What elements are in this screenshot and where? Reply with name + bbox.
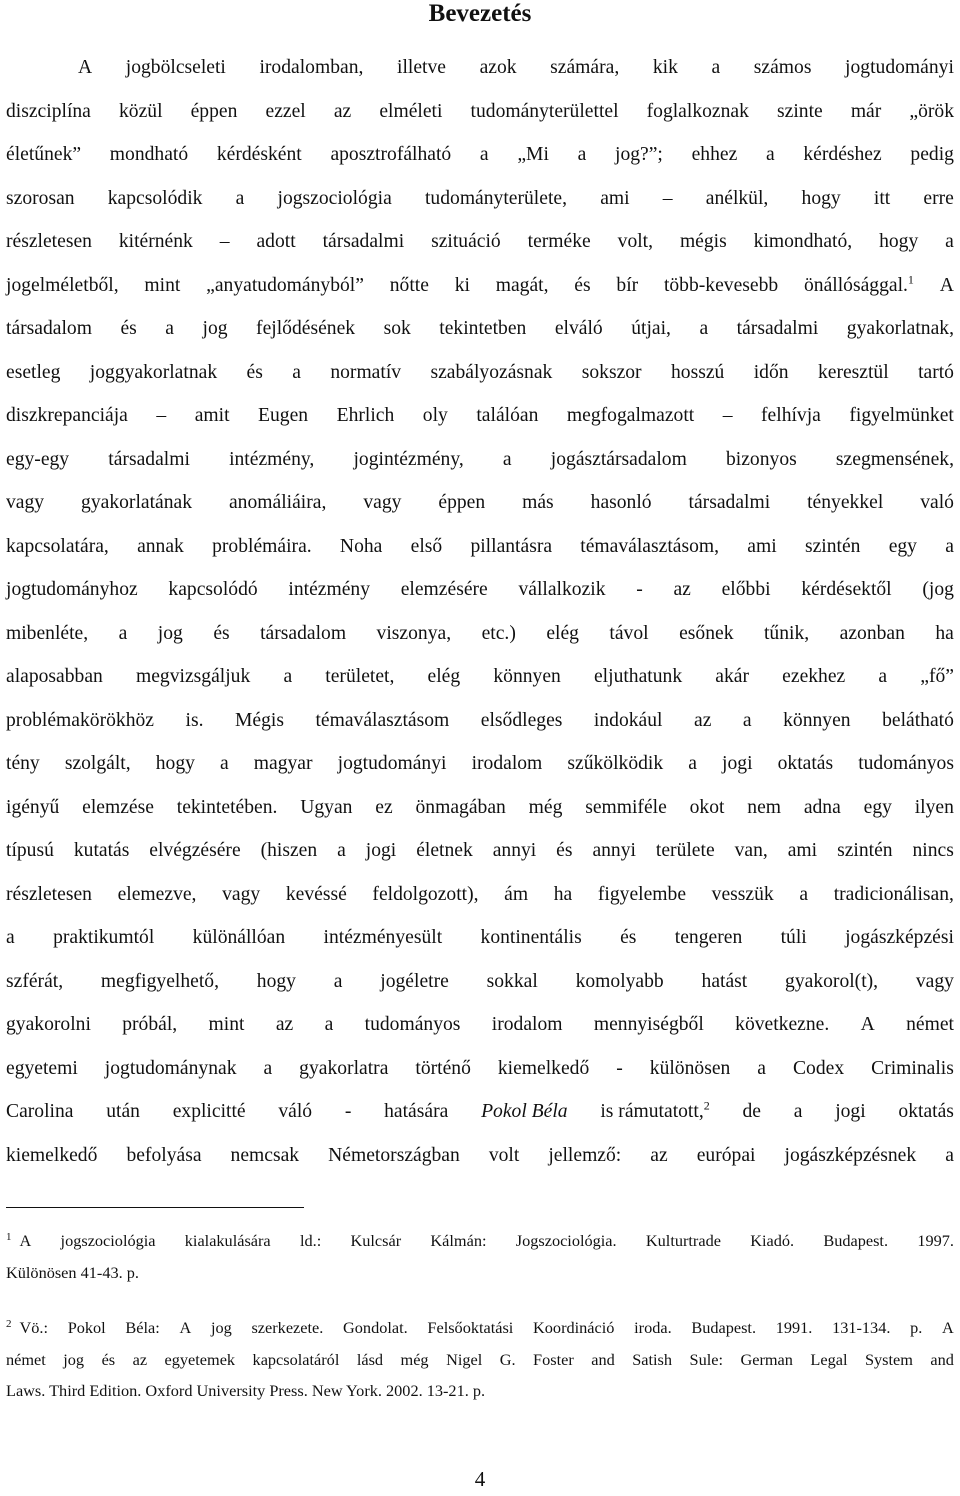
footnote-line: $^1$ A jogszociológia kialakulására ld.: Kulcsár Kálmán: Jogszociológia. Kulturtrade Kiadó. Budapest. 1997. xyxy=(6,1230,954,1250)
body-line: részletesen elemezve, vagy kevéssé feldolgozott), ám ha figyelembe vesszük a tradicionálisan, xyxy=(6,883,954,905)
body-line: esetleg joggyakorlatnak és a normatív szabályozásnak sokszor hosszú időn keresztül tartó xyxy=(6,361,954,383)
body-line-tail: is rámutatott,$^2$ xyxy=(600,1098,710,1122)
body-line: típusú kutatás elvégzésére (hiszen a jogi életnek annyi és annyi területe van, ami szintén nincs xyxy=(6,840,954,861)
body-line: alaposabban megvizsgáljuk a területet, elég könnyen eljuthatunk akár ezekhez a „fő” xyxy=(6,666,954,687)
footnote-line: $^2$ Vö.: Pokol Béla: A jog szerkezete. Gondolat. Felsőoktatási Koordináció iroda. Budapest. 1991. 131-134. p. A xyxy=(6,1317,954,1337)
body-line: Carolina után explicitté váló - hatására Pokol Béla is rámutatott,$^2$ de a jogi oktatás xyxy=(6,1090,954,1134)
body-line: igényű elemzése tekintetében. Ugyan ez önmagában még semmiféle okot nem adna egy ilyen xyxy=(6,796,954,818)
body-line: szférát, megfigyelhető, hogy a jogéletre sokkal komolyabb hatást gyakorol(t), vagy xyxy=(6,970,954,992)
footnote-line: német jog és az egyetemek kapcsolatáról lásd még Nigel G. Foster and Satish Sule: German Legal System and xyxy=(6,1349,954,1369)
body-line: gyakorolni próbál, mint az a tudományos irodalom mennyiségből következne. A német xyxy=(6,1014,954,1035)
body-line: életűnek” mondható kérdésként aposztrofálható a „Mi a jog?”; ehhez a kérdéshez pedig xyxy=(6,144,954,165)
body-line: A jogbölcseleti irodalomban, illetve azok számára, kik a számos jogtudományi xyxy=(78,57,954,78)
body-line: részletesen kitérnénk – adott társadalmi szituáció terméke volt, mégis kimondható, hogy a xyxy=(6,231,954,252)
author-name-italic: Pokol Béla xyxy=(481,1101,568,1122)
body-text xyxy=(6,46,954,1177)
body-line: egy-egy társadalmi intézmény, jogintézmény, a jogásztársadalom bizonyos szegmensének, xyxy=(6,448,954,470)
footnote-ref-1: 1 xyxy=(907,271,914,286)
footnote-1 xyxy=(6,1225,954,1288)
body-line: egyetemi jogtudománynak a gyakorlatra történő kiemelkedő - különösen a Codex Criminalis xyxy=(6,1057,954,1079)
body-line: társadalom és a jog fejlődésének sok tekintetben elváló útjai, a társadalmi gyakorlatnak, xyxy=(6,318,954,339)
body-line: kapcsolatára, annak problémáira. Noha első pillantásra témaválasztásom, ami szintén egy a xyxy=(6,535,954,557)
footnote-separator xyxy=(6,1207,304,1208)
body-line-tail: A xyxy=(939,274,954,296)
body-line: problémakörökhöz is. Mégis témaválasztásom elsődleges indokául az a könnyen belátható xyxy=(6,709,954,731)
body-line: a praktikumtól különállóan intézményesült kontinentális és tengeren túli jogászképzési xyxy=(6,927,954,948)
footnote-number: 1 xyxy=(6,1230,12,1243)
body-line: vagy gyakorlatának anomáliáira, vagy éppen más hasonló társadalmi tényekkel való xyxy=(6,492,954,513)
body-line: jogtudományhoz kapcsolódó intézmény elemzésére vállalkozik - az előbbi kérdésektől (jog xyxy=(6,579,954,600)
body-line: jogelméletből, mint „anyatudományból” nőtte ki magát, és bír több-kevesebb önállósággal.$^1$ A xyxy=(6,264,954,308)
section-heading: Bevezetés xyxy=(428,0,532,27)
body-line: tény szolgált, hogy a magyar jogtudományi irodalom szűkölködik a jogi oktatás tudományos xyxy=(6,753,954,774)
page-number: 4 xyxy=(474,1467,486,1491)
footnote-ref-2: 2 xyxy=(703,1098,710,1113)
footnote-2 xyxy=(6,1312,954,1407)
body-line: diszciplína közül éppen ezzel az elméleti tudományterülettel foglalkoznak szinte már „örök xyxy=(6,100,954,122)
body-line: diszkrepanciája – amit Eugen Ehrlich oly találóan megfogalmazott – felhívja figyelmünket xyxy=(6,405,954,426)
body-line: mibenléte, a jog és társadalom viszonya, etc.) elég távol esőnek tűnik, azonban ha xyxy=(6,622,954,644)
body-line: szorosan kapcsolódik a jogszociológia tudományterülete, ami – anélkül, hogy itt erre xyxy=(6,187,954,209)
body-line: kiemelkedő befolyása nemcsak Németországban volt jellemző: az európai jogászképzésnek a xyxy=(6,1144,954,1166)
footnote-line: Laws. Third Edition. Oxford University Press. New York. 2002. 13-21. p. xyxy=(6,1381,486,1400)
footnote-number: 2 xyxy=(6,1317,12,1330)
footnote-line: Különösen 41-43. p. xyxy=(6,1262,139,1282)
